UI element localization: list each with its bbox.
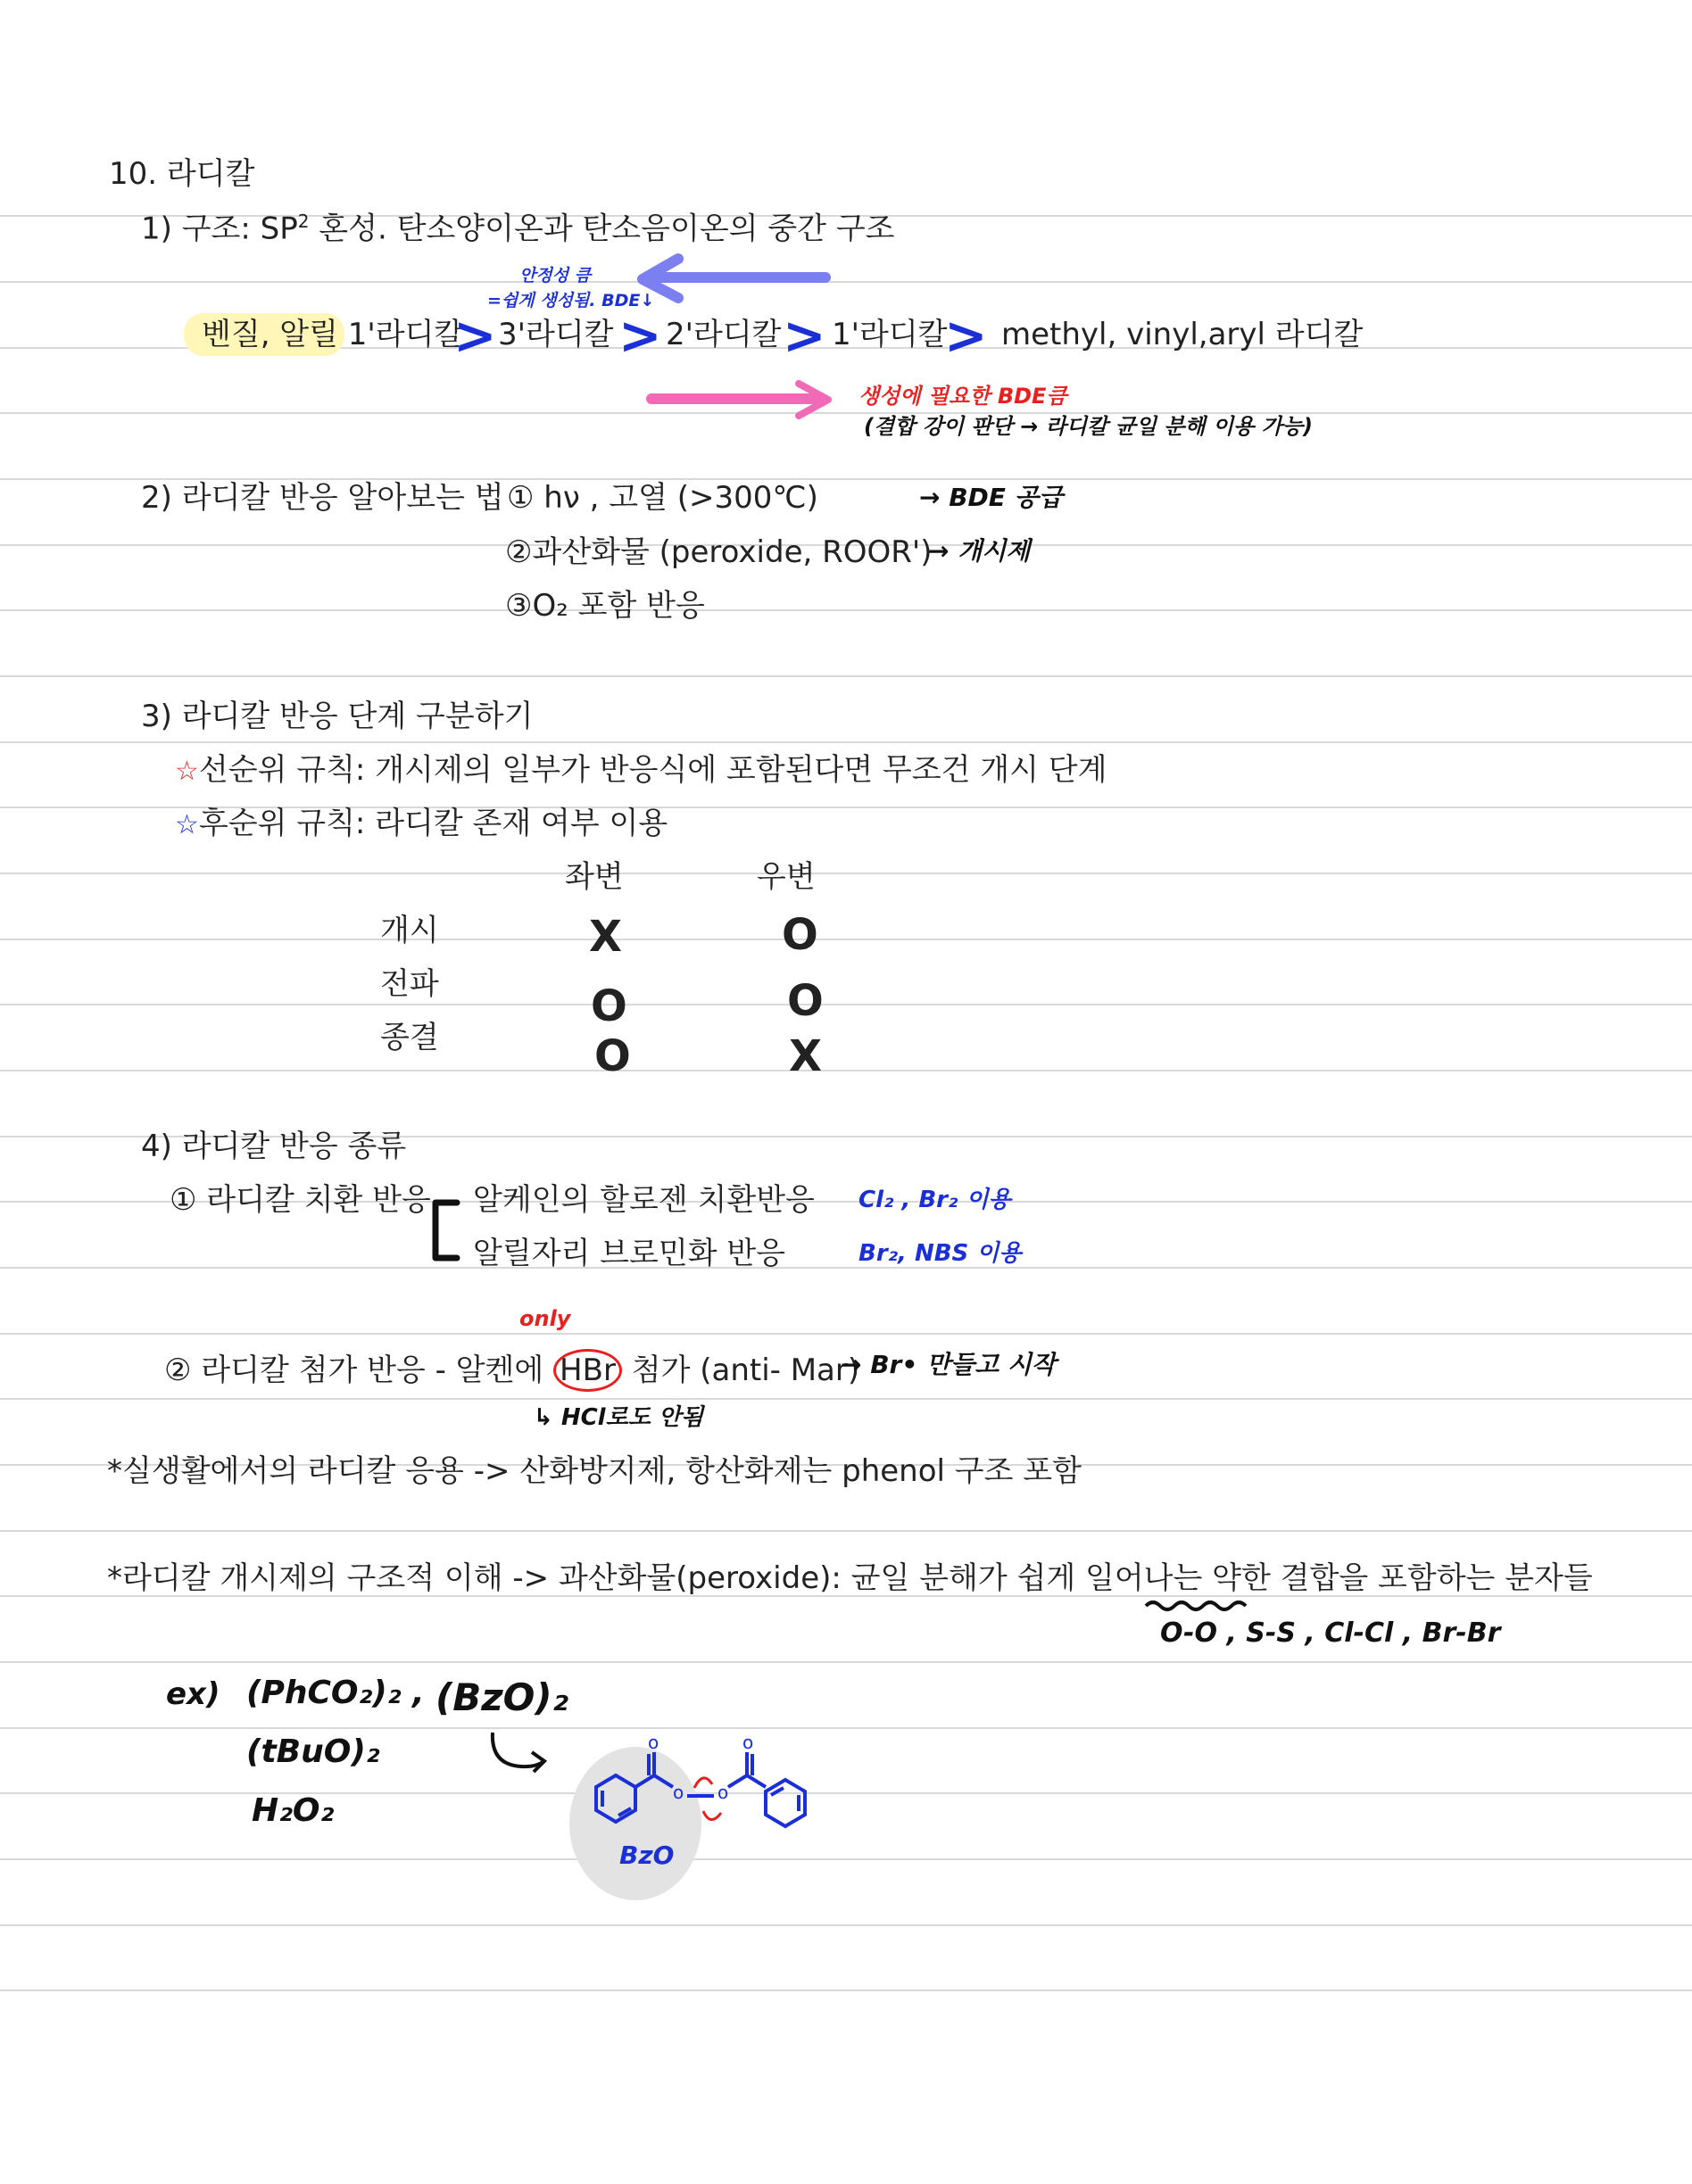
only-note: only — [519, 1306, 571, 1331]
initiator-note-pre: *라디칼 개시제의 구조적 이해 -> 과산화물(peroxide): 균일 분해가 쉽게 일어나는 — [107, 1560, 1213, 1596]
rule-1-text: 선순위 규칙: 개시제의 일부가 반응식에 포함된다면 무조건 개시 단계 — [198, 752, 1107, 788]
section1-heading-rest: 혼성. 탄소양이온과 탄소음이온의 중간 구조 — [309, 211, 895, 247]
star-blue-icon: ☆ — [175, 809, 199, 840]
stability-note-2: =쉽게 생성됨. BDE↓ — [487, 291, 655, 310]
column-left-header: 좌변 — [565, 859, 624, 895]
method-1-note: → BDE 공급 — [919, 483, 1063, 512]
row-label-termination: 종결 — [380, 1020, 439, 1055]
bde-note: 생성에 필요한 BDE큼 — [858, 384, 1067, 409]
initiation-left-mark: X — [589, 912, 623, 962]
substitution-item-1-note: Cl₂ , Br₂ 이용 — [858, 1187, 1011, 1213]
order-item-5: methyl, vinyl,aryl 라디칼 — [1001, 317, 1364, 352]
section3-heading: 3) 라디칼 반응 단계 구분하기 — [141, 699, 534, 734]
svg-text:o: o — [673, 1782, 684, 1803]
addition-text-post: 첨가 (anti- Mar) — [621, 1353, 860, 1388]
svg-text:o: o — [648, 1732, 659, 1753]
order-item-4: 1'라디칼 — [832, 317, 948, 352]
substitution-heading: ① 라디칼 치환 반응 — [170, 1182, 431, 1218]
weak-bonds-list: O-O , S-S , Cl-Cl , Br-Br — [1160, 1617, 1501, 1649]
termination-left-mark: O — [594, 1031, 631, 1081]
bde-note-2: (결합 강이 판단 → 라디칼 균일 분해 이용 가능) — [864, 414, 1314, 439]
formula-tbuo: (tBuO)₂ — [246, 1733, 380, 1770]
initiation-right-mark: O — [782, 910, 818, 960]
greater-than-2: > — [618, 305, 662, 366]
method-2: ②과산화물 (peroxide, ROOR') — [505, 534, 933, 570]
section2-heading: 2) 라디칼 반응 알아보는 법 — [141, 480, 504, 516]
hcl-note: ↳ HCl로도 안됨 — [534, 1404, 704, 1431]
star-red-icon: ☆ — [175, 756, 199, 787]
addition-note: → Br• 만들고 시작 — [841, 1350, 1056, 1379]
svg-text:o: o — [742, 1732, 754, 1753]
stability-note: 안정성 큼 — [519, 266, 592, 285]
rule-2-text: 후순위 규칙: 라디칼 존재 여부 이용 — [198, 806, 668, 841]
order-item-3: 2'라디칼 — [666, 317, 782, 352]
addition-text-pre: ② 라디칼 첨가 반응 - 알켄에 — [164, 1353, 554, 1388]
example-label: ex) — [166, 1676, 220, 1712]
greater-than-1: > — [453, 305, 497, 366]
order-item-2: 3'라디칼 — [498, 317, 614, 352]
formula-bzo: (BzO)₂ — [435, 1675, 568, 1719]
svg-text:o: o — [717, 1782, 729, 1803]
substitution-item-2-note: Br₂, NBS 이용 — [858, 1240, 1022, 1267]
propagation-left-mark: O — [591, 981, 627, 1031]
greater-than-4: > — [944, 305, 988, 366]
method-3: ③O₂ 포함 반응 — [505, 588, 705, 624]
formula-h2o2: H₂O₂ — [252, 1792, 335, 1829]
initiator-note-post: 을 포함하는 분자들 — [1339, 1560, 1593, 1596]
weak-bond-text: 약한 결합 — [1212, 1560, 1340, 1596]
greater-than-3: > — [783, 305, 826, 366]
propagation-right-mark: O — [787, 976, 824, 1026]
section1-heading-text: 1) 구조: SP — [141, 211, 298, 247]
page-title: 10. 라디칼 — [109, 156, 255, 192]
hbr-circled: HBr — [553, 1349, 622, 1392]
substitution-item-1: 알케인의 할로젠 치환반응 — [473, 1182, 815, 1218]
application-note: *실생활에서의 라디칼 응용 -> 산화방지제, 항산화제는 phenol 구조 포함 — [107, 1453, 1082, 1489]
row-label-propagation: 전파 — [380, 966, 439, 1002]
method-1: ① hν , 고열 (>300℃) — [507, 480, 818, 516]
termination-right-mark: X — [789, 1031, 823, 1081]
method-2-note: → 개시제 — [928, 536, 1031, 566]
formula-phco2: (PhCO₂)₂ , — [246, 1675, 425, 1711]
bzo-label: BzO — [619, 1841, 675, 1870]
column-right-header: 우변 — [757, 859, 816, 895]
hybrid-superscript: 2 — [297, 211, 310, 232]
section4-heading: 4) 라디칼 반응 종류 — [141, 1129, 407, 1164]
row-label-initiation: 개시 — [380, 913, 439, 948]
substitution-item-2: 알릴자리 브로민화 반응 — [473, 1236, 786, 1271]
order-item-1: 벤질, 알릴 1'라디칼 — [202, 317, 464, 352]
